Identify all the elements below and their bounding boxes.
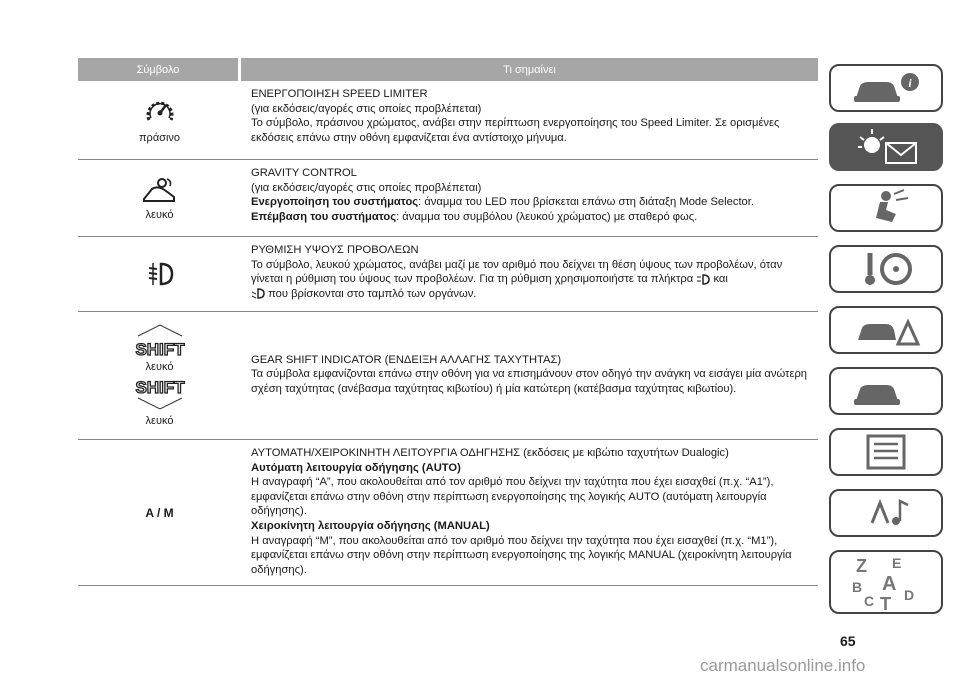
tab-index[interactable]	[829, 550, 943, 614]
specifications-icon	[846, 432, 926, 472]
tab-multimedia[interactable]	[829, 489, 943, 537]
symbol-table	[78, 58, 818, 586]
row-title: ΡΥΘΜΙΣΗ ΥΨΟΥΣ ΠΡΟΒΟΛΕΩΝ	[251, 244, 419, 256]
speed-limiter-icon	[143, 96, 177, 126]
symbol-cell	[78, 160, 241, 236]
row-title: GRAVITY CONTROL	[251, 167, 357, 179]
symbol-cell	[78, 81, 241, 159]
manual-mode-text: Η αναγραφή “M”, που ακολουθείται από τον αριθμό που δείχνει την ταχύτητα που έχει εισαχθεί (π.χ. “M1”), εμφανίζεται επάνω στην οθόνη στην περίπτωση ενεργοποίησης της λογικής MANUAL (χειροκίνητη λειτουργία οδήγησης).	[251, 534, 792, 576]
table-row	[78, 160, 818, 237]
svg-text:B: B	[852, 579, 863, 595]
gravity-control-icon	[140, 175, 180, 205]
page-number: 65	[840, 633, 856, 649]
intervention-text: : άναμμα του συμβόλου (λευκού χρώματος) με σταθερό φως.	[396, 210, 698, 223]
warning-light-message-icon	[846, 127, 926, 167]
row-title: ΑΥΤΟΜΑΤΗ/ΧΕΙΡΟΚΙΝΗΤΗ ΛΕΙΤΟΥΡΓΙΑ ΟΔΗΓΗΣΗΣ (εκδόσεις με κιβώτιο ταχυτήτων Dualogic)	[251, 447, 729, 459]
svg-text:E: E	[892, 555, 902, 571]
shift-up-icon	[125, 324, 195, 358]
tab-maintenance[interactable]	[829, 367, 943, 415]
key-steering-icon	[846, 249, 926, 289]
headlight-up-button-icon	[696, 274, 710, 285]
tab-safety[interactable]	[829, 184, 943, 232]
symbol-cell	[78, 312, 241, 439]
symbol-color-label: λευκό	[145, 361, 174, 373]
activation-label: Ενεργοποίηση του συστήματος	[251, 196, 419, 209]
svg-text:SHIFT: SHIFT	[134, 378, 185, 397]
auto-mode-label: Αυτόματη λειτουργία οδήγησης (AUTO)	[251, 461, 461, 474]
svg-text:i: i	[908, 76, 912, 90]
row-text: Τα σύμβολα εμφανίζονται επάνω στην οθόνη για να επισημάνουν στον οδηγό την ανάγκη να εισάγει μία ανώτερη σχέση ταχύτητας (ανέβασμα ταχύτητας κιβωτίου) ή μία κατώτερη (κατέβασμα ταχύτητας κιβωτίου).	[251, 368, 808, 395]
svg-text:C: C	[864, 593, 875, 609]
index-icon	[846, 552, 926, 612]
symbol-color-label: πράσινο	[138, 132, 181, 144]
table-header	[78, 58, 818, 81]
svg-text:T: T	[880, 594, 891, 612]
symbol-color-label: λευκό	[145, 209, 174, 221]
table-row	[78, 237, 818, 312]
symbol-cell	[78, 440, 241, 585]
shift-down-icon	[125, 377, 195, 411]
table-row	[78, 440, 818, 586]
auto-manual-symbol: A / M	[145, 505, 174, 520]
header-meaning: Τι σημαίνει	[241, 58, 818, 81]
meaning-cell	[241, 81, 818, 159]
activation-text: : άναμμα του LED που βρίσκεται επάνω στη διάταξη Mode Selector.	[418, 196, 754, 209]
header-symbol: Σύμβολο	[78, 58, 238, 81]
car-service-icon	[846, 371, 926, 411]
table-row	[78, 81, 818, 160]
tab-emergency[interactable]	[829, 306, 943, 354]
svg-text:SHIFT: SHIFT	[134, 340, 185, 358]
svg-text:Z: Z	[856, 556, 867, 576]
row-title: ΕΝΕΡΓΟΠΟΙΗΣΗ SPEED LIMITER	[251, 88, 428, 100]
headlight-alignment-icon	[145, 259, 175, 289]
headlight-down-button-icon	[251, 288, 265, 299]
seat-airbag-icon	[846, 188, 926, 228]
svg-text:A: A	[882, 573, 897, 595]
tab-starting-driving[interactable]	[829, 245, 943, 293]
tab-car-info[interactable]	[829, 64, 943, 112]
row-text: Το σύμβολο, πράσινου χρώματος, ανάβει στην περίπτωση ενεργοποίησης του Speed Limiter. Σε ορισμένες εκδόσεις επάνω στην οθόνη εμφανίζεται ένα αντίστοιχο μήνυμα.	[251, 117, 780, 144]
tab-warning-lights[interactable]	[829, 123, 943, 171]
tab-technical-data[interactable]	[829, 428, 943, 476]
auto-mode-text: Η αναγραφή “A”, που ακολουθείται από τον αριθμό που δείχνει την ταχύτητα που έχει εισαχθεί (π.χ. “A1”), εμφανίζεται επάνω στην οθόνη στην περίπτωση ενεργοποίησης της λογικής AUTO (αυτόματη λειτουργία οδήγησης).	[251, 476, 774, 518]
meaning-cell	[241, 440, 818, 585]
row-title: GEAR SHIFT INDICATOR (ΕΝΔΕΙΞΗ ΑΛΛΑΓΗΣ ΤΑΧΥΤΗΤΑΣ)	[251, 353, 562, 366]
car-info-icon	[846, 68, 926, 108]
row-text: Το σύμβολο, λευκού χρώματος, ανάβει μαζί με τον αριθμό που δείχνει τη θέση ύψους των προβολέων, όταν γίνεται η ρύθμιση του ύψους των προβολέων. Για τη ρύθμιση χρησιμοποιήστε τα πλήκτρα	[251, 258, 783, 286]
table-row	[78, 312, 818, 440]
svg-text:D: D	[904, 587, 915, 603]
row-note: (για εκδόσεις/αγορές στις οποίες προβλέπεται)	[251, 181, 482, 194]
row-text-end: που βρίσκονται στο ταμπλό των οργάνων.	[268, 287, 477, 300]
emergency-breakdown-icon	[846, 310, 926, 350]
multimedia-icon	[846, 493, 926, 533]
meaning-cell	[241, 160, 818, 236]
meaning-cell	[241, 237, 818, 311]
intervention-label: Επέμβαση του συστήματος	[251, 210, 397, 223]
manual-mode-label: Χειροκίνητη λειτουργία οδήγησης (MANUAL)	[251, 519, 490, 532]
symbol-color-label: λευκό	[145, 415, 174, 427]
symbol-cell	[78, 237, 241, 311]
watermark: carmanualsonline.info	[700, 656, 866, 675]
and-text: και	[713, 273, 728, 286]
row-note: (για εκδόσεις/αγορές στις οποίες προβλέπεται)	[251, 102, 482, 115]
meaning-cell	[241, 312, 818, 439]
